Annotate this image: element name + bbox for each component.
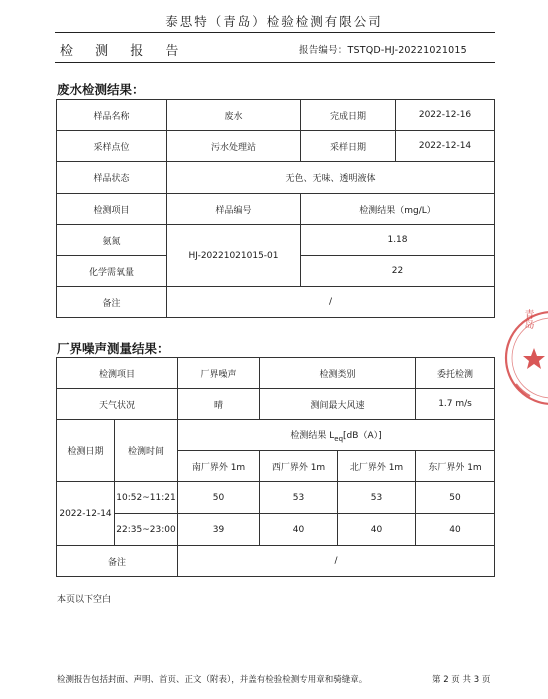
test-item-header: 检测项目: [57, 194, 167, 225]
noise-value: 53: [338, 482, 416, 514]
noise-remark-label: 备注: [57, 546, 178, 577]
table-row: [57, 420, 495, 451]
max-wind-label: 测间最大风速: [260, 389, 416, 420]
table-row: [57, 131, 495, 162]
table-row: [57, 287, 495, 318]
sampling-date-label: 采样日期: [301, 131, 396, 162]
position-header: 北厂界外 1m: [338, 451, 416, 482]
test-time-value: 22:35~23:00: [115, 514, 178, 546]
seal-text: 青岛: [522, 309, 533, 329]
sampling-point-value: 污水处理站: [167, 131, 301, 162]
table-row: [57, 389, 495, 420]
position-header: 西厂界外 1m: [260, 451, 338, 482]
position-header: 东厂界外 1m: [416, 451, 495, 482]
finish-date-value: 2022-12-16: [396, 100, 495, 131]
sample-name-label: 样品名称: [57, 100, 167, 131]
noise-remark-value: /: [178, 546, 495, 577]
weather-label: 天气状况: [57, 389, 178, 420]
noise-category-label: 检测类别: [260, 358, 416, 389]
noise-value: 40: [260, 514, 338, 546]
noise-value: 40: [338, 514, 416, 546]
result-subscript: eq: [334, 434, 344, 443]
noise-item-value: 厂界噪声: [178, 358, 260, 389]
item-name: 化学需氧量: [57, 256, 167, 287]
page-number: 第 2 页 共 3 页: [432, 675, 491, 685]
sampling-date-value: 2022-12-14: [396, 131, 495, 162]
sample-name-value: 废水: [167, 100, 301, 131]
noise-value: 50: [178, 482, 260, 514]
noise-category-value: 委托检测: [416, 358, 495, 389]
max-wind-value: 1.7 m/s: [416, 389, 495, 420]
remark-label: 备注: [57, 287, 167, 318]
table-row: [57, 162, 495, 194]
table-row: [57, 194, 495, 225]
item-result: 1.18: [301, 225, 495, 256]
test-date-header: 检测日期: [57, 420, 115, 482]
noise-value: 50: [416, 482, 495, 514]
sample-no-value: HJ-20221021015-01: [167, 225, 301, 287]
noise-value: 53: [260, 482, 338, 514]
wastewater-table: [56, 99, 495, 318]
report-title: 检 测 报 告: [60, 44, 179, 59]
company-name: 泰思特（青岛）检验检测有限公司: [165, 14, 383, 29]
table-row: [57, 482, 495, 514]
table-row: [57, 225, 495, 256]
noise-result-header: [178, 420, 495, 451]
wastewater-section-title: 废水检测结果：: [57, 82, 145, 97]
report-number: 报告编号：TSTQD-HJ-20221021015: [299, 45, 467, 56]
remark-value: /: [167, 287, 495, 318]
result-prefix: 检测结果 L: [290, 430, 335, 441]
result-unit: [dB（A）]: [343, 430, 382, 441]
blank-below-note: 本页以下空白: [57, 595, 112, 605]
noise-value: 39: [178, 514, 260, 546]
noise-value: 40: [416, 514, 495, 546]
finish-date-label: 完成日期: [301, 100, 396, 131]
noise-section-title: 厂界噪声测量结果：: [57, 341, 170, 356]
test-time-header: 检测时间: [115, 420, 178, 482]
noise-table: [56, 357, 495, 577]
weather-value: 晴: [178, 389, 260, 420]
position-header: 南厂界外 1m: [178, 451, 260, 482]
table-row: [57, 514, 495, 546]
test-date-value: 2022-12-14: [57, 482, 115, 546]
noise-item-label: 检测项目: [57, 358, 178, 389]
test-time-value: 10:52~11:21: [115, 482, 178, 514]
table-row: [57, 546, 495, 577]
header-rule-bottom: [55, 62, 495, 63]
table-row: [57, 358, 495, 389]
sampling-point-label: 采样点位: [57, 131, 167, 162]
sample-state-label: 样品状态: [57, 162, 167, 194]
table-row: [57, 100, 495, 131]
sample-state-value: 无色、无味、透明液体: [167, 162, 495, 194]
item-name: 氨氮: [57, 225, 167, 256]
sample-no-header: 样品编号: [167, 194, 301, 225]
footer-note: 检测报告包括封面、声明、首页、正文（附表），并盖有检验检测专用章和骑缝章。: [57, 675, 368, 685]
result-header: 检测结果（mg/L）: [301, 194, 495, 225]
item-result: 22: [301, 256, 495, 287]
header-rule-top: [55, 32, 495, 33]
